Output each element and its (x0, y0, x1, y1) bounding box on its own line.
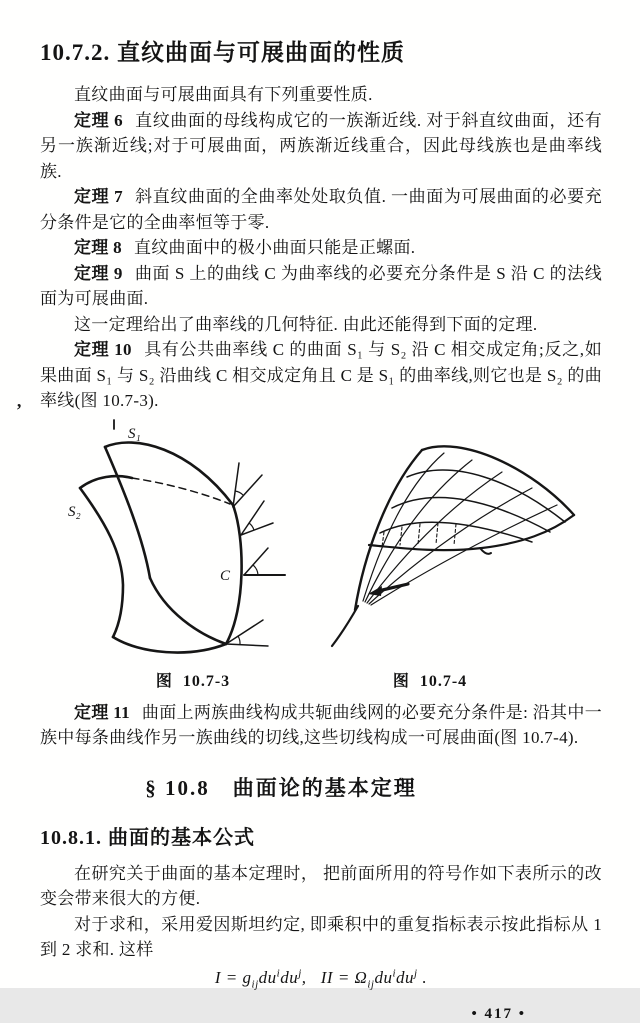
paragraph-symbols: 在研究关于曲面的基本定理时， 把前面所用的符号作如下表所示的改变会带来很大的方便. (40, 863, 602, 908)
formula-superscript: j (414, 967, 418, 980)
theorem-8-label: 定理 8 (74, 238, 122, 257)
paragraph-einstein-convention: 对于求和，采用爱因斯坦约定, 即乘积中的重复指标表示按此指标从 1 到 2 求和. 这样 (40, 914, 602, 959)
theorem-10-text: 具有公共曲率线 C 的曲面 S₁ 与 S₂ 沿 C 相交成定角;反之,如果曲面 S₁ 与 S₂ 沿曲线 C 相交成定角且 C 是 S₁ 的曲率线,则它也是 S₂ 的曲率线(图 10.7-3). (40, 340, 602, 410)
angle-rays-group-2 (241, 501, 273, 535)
regression-stroke (378, 584, 408, 591)
figure-10-7-4-caption: 图 10.7-4 (392, 672, 468, 690)
theorem-7 (40, 184, 602, 235)
angle-rays-group-3 (244, 548, 285, 575)
mesh-edge-notch (480, 548, 491, 554)
formula-subscript: ij (367, 978, 375, 991)
formula-subscript: ij (251, 978, 259, 991)
figure-row (40, 420, 602, 691)
theorem-10 (40, 337, 602, 414)
formula-line (40, 968, 602, 991)
figure-10-7-3 (40, 420, 322, 691)
body-text-block (40, 82, 602, 414)
figure-10-7-4-drawing (322, 420, 604, 665)
formula-part: , II = Ω (301, 968, 368, 988)
angle-rays-group-1 (233, 463, 262, 507)
surface-s2-hidden-edge-dashed (132, 478, 230, 504)
theorem-10-label: 定理 10 (74, 340, 132, 359)
theorem-6-text: 直纹曲面的母线构成它的一族渐近线. 对于斜直纹曲面，还有另一族渐近线;对于可展曲面，两族渐近线重合，因此母线族也是曲率线族. (40, 110, 603, 181)
formula-part: du (280, 968, 299, 988)
theorem-6 (40, 108, 602, 185)
ray (226, 644, 268, 646)
scan-artifact: ʼ (16, 400, 22, 420)
label-s2: S₂ (68, 503, 81, 520)
figure-10-7-3-caption: 图 10.7-3 (155, 672, 231, 690)
angle-arc (253, 565, 258, 575)
mesh-top-edge (422, 446, 574, 515)
angle-arc (238, 636, 240, 644)
formula-part: . (417, 968, 428, 988)
angle-arc (249, 523, 254, 530)
cusp-tail (332, 606, 358, 646)
figure-10-7-4 (322, 420, 604, 691)
section-heading-10-8-1: 10.8.1. 曲面的基本公式 (40, 826, 255, 849)
theorem-9 (40, 261, 602, 312)
paragraph-intro: 直纹曲面与可展曲面具有下列重要性质. (74, 85, 373, 104)
fundamental-forms-formula (214, 967, 428, 991)
paragraph-note: 这一定理给出了曲率线的几何特征. 由此还能得到下面的定理. (74, 314, 538, 334)
theorem-7-label: 定理 7 (74, 187, 123, 206)
angle-arc (235, 491, 243, 495)
section-heading-10-8: § 10.8 曲面论的基本定理 (145, 775, 417, 800)
formula-superscript: j (298, 967, 302, 980)
surface-s2-top-edge (80, 476, 132, 488)
theorem-8 (40, 235, 602, 261)
theorem-11-text: 曲面上两族曲线构成共轭曲线网的必要充分条件是: 沿其中一族中每条曲线作另一族曲线的切线,这些切线构成一可展曲面(图 10.7-4). (40, 702, 603, 747)
label-c: C (220, 567, 231, 584)
theorem-11-block (40, 700, 602, 751)
theorem-9-label: 定理 9 (74, 263, 123, 283)
theorem-9-text: 曲面 S 上的曲线 C 为曲率线的必要充分条件是 S 沿 C 的法线面为可展曲面. (40, 263, 602, 308)
dashed-ticks (382, 523, 456, 547)
surface-s2-bottom-edge (113, 637, 226, 652)
formula-part: du (396, 968, 415, 988)
figure-10-7-3-drawing (40, 420, 322, 665)
label-s1: S₁ (128, 425, 141, 442)
theorem-6-label: 定理 6 (74, 110, 123, 130)
tangent-line (371, 505, 557, 605)
theorem-8-text: 直纹曲面中的极小曲面只能是正螺面. (133, 238, 416, 257)
dashed-tick (436, 523, 438, 544)
theorem-11-label: 定理 11 (74, 702, 130, 722)
surface-s1-left-edge (105, 447, 150, 578)
formula-part: I = g (214, 968, 252, 988)
page-number: • 417 • (471, 1005, 526, 1022)
formula-superscript: i (276, 967, 281, 980)
surface-s2-left-edge (80, 488, 123, 637)
formula-superscript: i (392, 967, 397, 980)
formula-part: du (374, 968, 393, 988)
section-10-8-1-text (40, 861, 602, 963)
section-heading-10-7-2: 10.7.2. 直纹曲面与可展曲面的性质 (40, 40, 405, 65)
formula-part: du (258, 968, 277, 988)
theorem-11 (40, 700, 602, 751)
net-curve (392, 497, 550, 531)
surface-s1-bottom-edge (150, 578, 226, 644)
theorem-7-text: 斜直纹曲面的全曲率处处取负值. 一曲面为可展曲面的必要充分条件是它的全曲率恒等于零. (40, 187, 603, 232)
ray (244, 548, 268, 575)
